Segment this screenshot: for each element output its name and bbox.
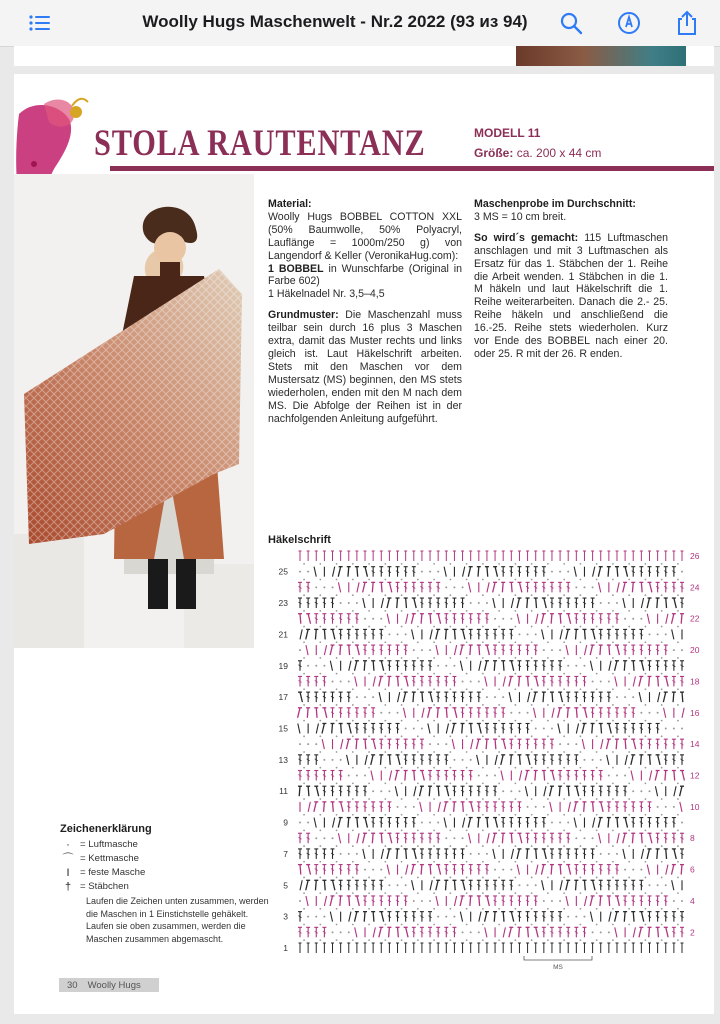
model-photo xyxy=(14,174,254,648)
row-label-left: 5 xyxy=(283,880,288,891)
repeat-label: MS xyxy=(553,964,563,971)
stitch-grid xyxy=(298,551,685,953)
grundmuster-text: Die Maschenzahl muss teilbar sein durch 16 plus 3 Maschen extra, damit das Muster rechts und links gleich ist. Laut Häkelschrift arbeiten. Stets mit den Maschen vor dem Mustersatz (MS) beginnen, den MS stets wiederholen, enden mit den M nach dem MS. Die Abfolge der Reihen ist in der nachfolgenden Anleitung aufgeführt. xyxy=(268,309,462,425)
row-label-left: 25 xyxy=(278,566,288,577)
row-label-right: 10 xyxy=(690,801,700,812)
row-label-right: 22 xyxy=(690,613,700,624)
row-label-right: 16 xyxy=(690,707,700,718)
bobbel-bold: 1 BOBBEL xyxy=(268,262,324,275)
row-label-left: 1 xyxy=(283,943,288,953)
legend-note: Laufen die Zeichen unten zusammen, werden die Maschen in 1 Einstichstelle gehäkelt. Laufen sie oben zusammen, werden die Maschen zusammen abgemascht. xyxy=(86,896,269,944)
page-footer xyxy=(59,978,159,992)
document-title: Woolly Hugs Maschenwelt - Nr.2 2022 (93 из 94) xyxy=(142,12,528,31)
row-label-left: 13 xyxy=(278,754,288,765)
sowirds-heading: So wird´s gemacht: xyxy=(474,231,579,244)
single-crochet-icon: I xyxy=(66,867,70,879)
grundmuster-heading: Grundmuster: xyxy=(268,309,339,322)
legend-heading: Zeichenerklärung xyxy=(60,823,152,835)
slip-stitch-icon: ⌒ xyxy=(62,853,74,865)
sowirds-text: 115 Luftmaschen anschlagen und mit 3 Luftmaschen als Ersatz für das 1. Stäbchen der 1. Reihe die Arbeit wenden. 1 Stäbchen in die 1. M häkeln und laut Häkelschrift die 1. Reihe weiterarbeiten. Danach die 2.- 25. Reihe häkeln und anschließend die 16.-25. Reihe stets wiederholen. Kurz vor Ende des BOBBEL nach einer 20. oder 25. R mit der 26. R enden. xyxy=(474,231,668,360)
row-label-right: 14 xyxy=(690,739,700,750)
row-label-right: 12 xyxy=(690,770,700,781)
row-label-left: 7 xyxy=(283,848,288,859)
legend-label: = Stäbchen xyxy=(80,881,129,892)
row-label-right: 4 xyxy=(690,895,695,906)
model-number: MODELL 11 xyxy=(474,126,541,140)
search-icon[interactable] xyxy=(558,10,584,36)
legend-label: = feste Masche xyxy=(80,867,146,878)
pdf-toolbar xyxy=(0,0,720,47)
row-label-left: 21 xyxy=(278,629,288,640)
repeat-bracket xyxy=(524,956,592,960)
list-icon[interactable] xyxy=(27,10,53,36)
row-label-right: 8 xyxy=(690,833,695,844)
legend-label: = Luftmasche xyxy=(80,839,138,850)
maschenprobe-heading: Maschenprobe im Durchschnitt: xyxy=(474,198,636,210)
chain-stitch-icon: · xyxy=(66,839,70,851)
row-label-left: 3 xyxy=(283,911,288,922)
row-label-left: 19 xyxy=(278,660,288,671)
size-info xyxy=(474,146,601,160)
bobbel-text: in Wunschfarbe (Original in Farbe 602) xyxy=(268,262,462,288)
row-label-right: 2 xyxy=(690,927,695,938)
row-label-right: 24 xyxy=(690,582,700,593)
row-label-right: 20 xyxy=(690,645,700,656)
page-number: 30 xyxy=(67,979,78,991)
previous-page-strip xyxy=(14,46,714,66)
row-label-left: 15 xyxy=(278,723,288,734)
share-icon[interactable] xyxy=(674,10,700,36)
row-label-left: 9 xyxy=(283,817,288,828)
legend-item xyxy=(60,866,270,880)
symbol-legend xyxy=(60,822,270,945)
row-label-right: 18 xyxy=(690,676,700,687)
material-column xyxy=(268,198,462,433)
double-crochet-icon: † xyxy=(64,881,72,893)
pdf-page xyxy=(14,74,714,1014)
row-label-left: 17 xyxy=(278,692,288,703)
legend-item xyxy=(60,852,270,866)
chart-heading: Häkelschrift xyxy=(268,534,331,546)
row-label-left: 11 xyxy=(279,786,288,797)
size-value: ca. 200 x 44 cm xyxy=(516,146,602,160)
legend-label: = Kettmasche xyxy=(80,853,139,864)
row-label-right: 26 xyxy=(690,551,700,561)
legend-item xyxy=(60,880,270,894)
legend-item xyxy=(60,838,270,852)
instructions-column xyxy=(474,198,668,369)
title-rule xyxy=(110,166,714,171)
row-label-right: 6 xyxy=(690,864,695,875)
article-title: STOLA RAUTENTANZ xyxy=(94,123,426,164)
material-text: Woolly Hugs BOBBEL COTTON XXL (50% Baumwolle, 50% Polyacryl, Lauflänge = 1000m/250 g) von Langendorf & Keller (VeronikaHug.com): xyxy=(268,210,462,262)
size-label: Größe: xyxy=(474,146,514,160)
row-label-left: 23 xyxy=(278,598,288,609)
maschenprobe-text: 3 MS = 10 cm breit. xyxy=(474,210,567,223)
markup-pen-icon[interactable] xyxy=(616,10,642,36)
material-heading: Material: xyxy=(268,198,312,210)
footer-brand: Woolly Hugs xyxy=(87,979,141,991)
needle-text: 1 Häkelnadel Nr. 3,5–4,5 xyxy=(268,288,385,301)
crochet-chart xyxy=(278,548,708,978)
